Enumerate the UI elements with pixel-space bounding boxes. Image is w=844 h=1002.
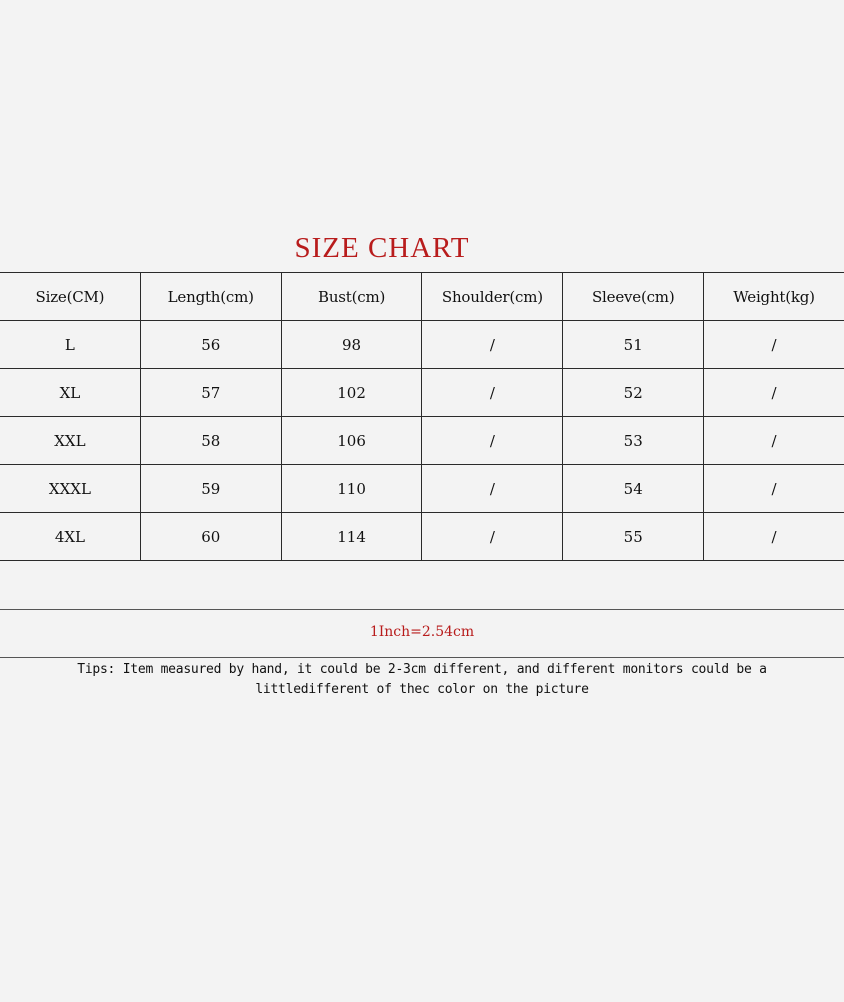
cell-length: 59 — [140, 465, 281, 513]
cell-bust: 110 — [281, 465, 422, 513]
header-size: Size(CM) — [0, 273, 140, 321]
table-row — [0, 321, 844, 369]
size-chart-title: SIZE CHART — [294, 232, 470, 264]
cell-length: 60 — [140, 513, 281, 561]
cell-weight: / — [704, 465, 844, 513]
inch-conversion-note: 1Inch=2.54cm — [369, 624, 475, 640]
header-shoulder: Shoulder(cm) — [422, 273, 563, 321]
table-row — [0, 369, 844, 417]
cell-bust: 106 — [281, 417, 422, 465]
cell-sleeve: 54 — [563, 465, 704, 513]
tips-note — [20, 660, 824, 700]
cell-bust: 102 — [281, 369, 422, 417]
table-row — [0, 465, 844, 513]
cell-size: XXXL — [0, 465, 140, 513]
cell-bust: 114 — [281, 513, 422, 561]
header-weight: Weight(kg) — [704, 273, 844, 321]
size-chart-table — [0, 272, 844, 561]
cell-weight: / — [704, 417, 844, 465]
cell-shoulder: / — [422, 513, 563, 561]
cell-shoulder: / — [422, 465, 563, 513]
divider-line — [0, 609, 844, 610]
header-length: Length(cm) — [140, 273, 281, 321]
cell-weight: / — [704, 369, 844, 417]
cell-size: L — [0, 321, 140, 369]
table-header-row — [0, 273, 844, 321]
cell-length: 58 — [140, 417, 281, 465]
cell-weight: / — [704, 321, 844, 369]
header-bust: Bust(cm) — [281, 273, 422, 321]
tips-line-1: Tips: Item measured by hand, it could be 2-3cm different, and different monitors could be a — [77, 662, 767, 677]
cell-bust: 98 — [281, 321, 422, 369]
cell-shoulder: / — [422, 417, 563, 465]
cell-length: 56 — [140, 321, 281, 369]
cell-size: 4XL — [0, 513, 140, 561]
cell-sleeve: 55 — [563, 513, 704, 561]
header-sleeve: Sleeve(cm) — [563, 273, 704, 321]
cell-weight: / — [704, 513, 844, 561]
cell-length: 57 — [140, 369, 281, 417]
cell-sleeve: 52 — [563, 369, 704, 417]
cell-shoulder: / — [422, 321, 563, 369]
table-row — [0, 417, 844, 465]
cell-shoulder: / — [422, 369, 563, 417]
cell-size: XL — [0, 369, 140, 417]
tips-line-2: littledifferent of thec color on the picture — [255, 682, 589, 697]
cell-sleeve: 53 — [563, 417, 704, 465]
cell-size: XXL — [0, 417, 140, 465]
table-row — [0, 513, 844, 561]
cell-sleeve: 51 — [563, 321, 704, 369]
divider-line — [0, 657, 844, 658]
